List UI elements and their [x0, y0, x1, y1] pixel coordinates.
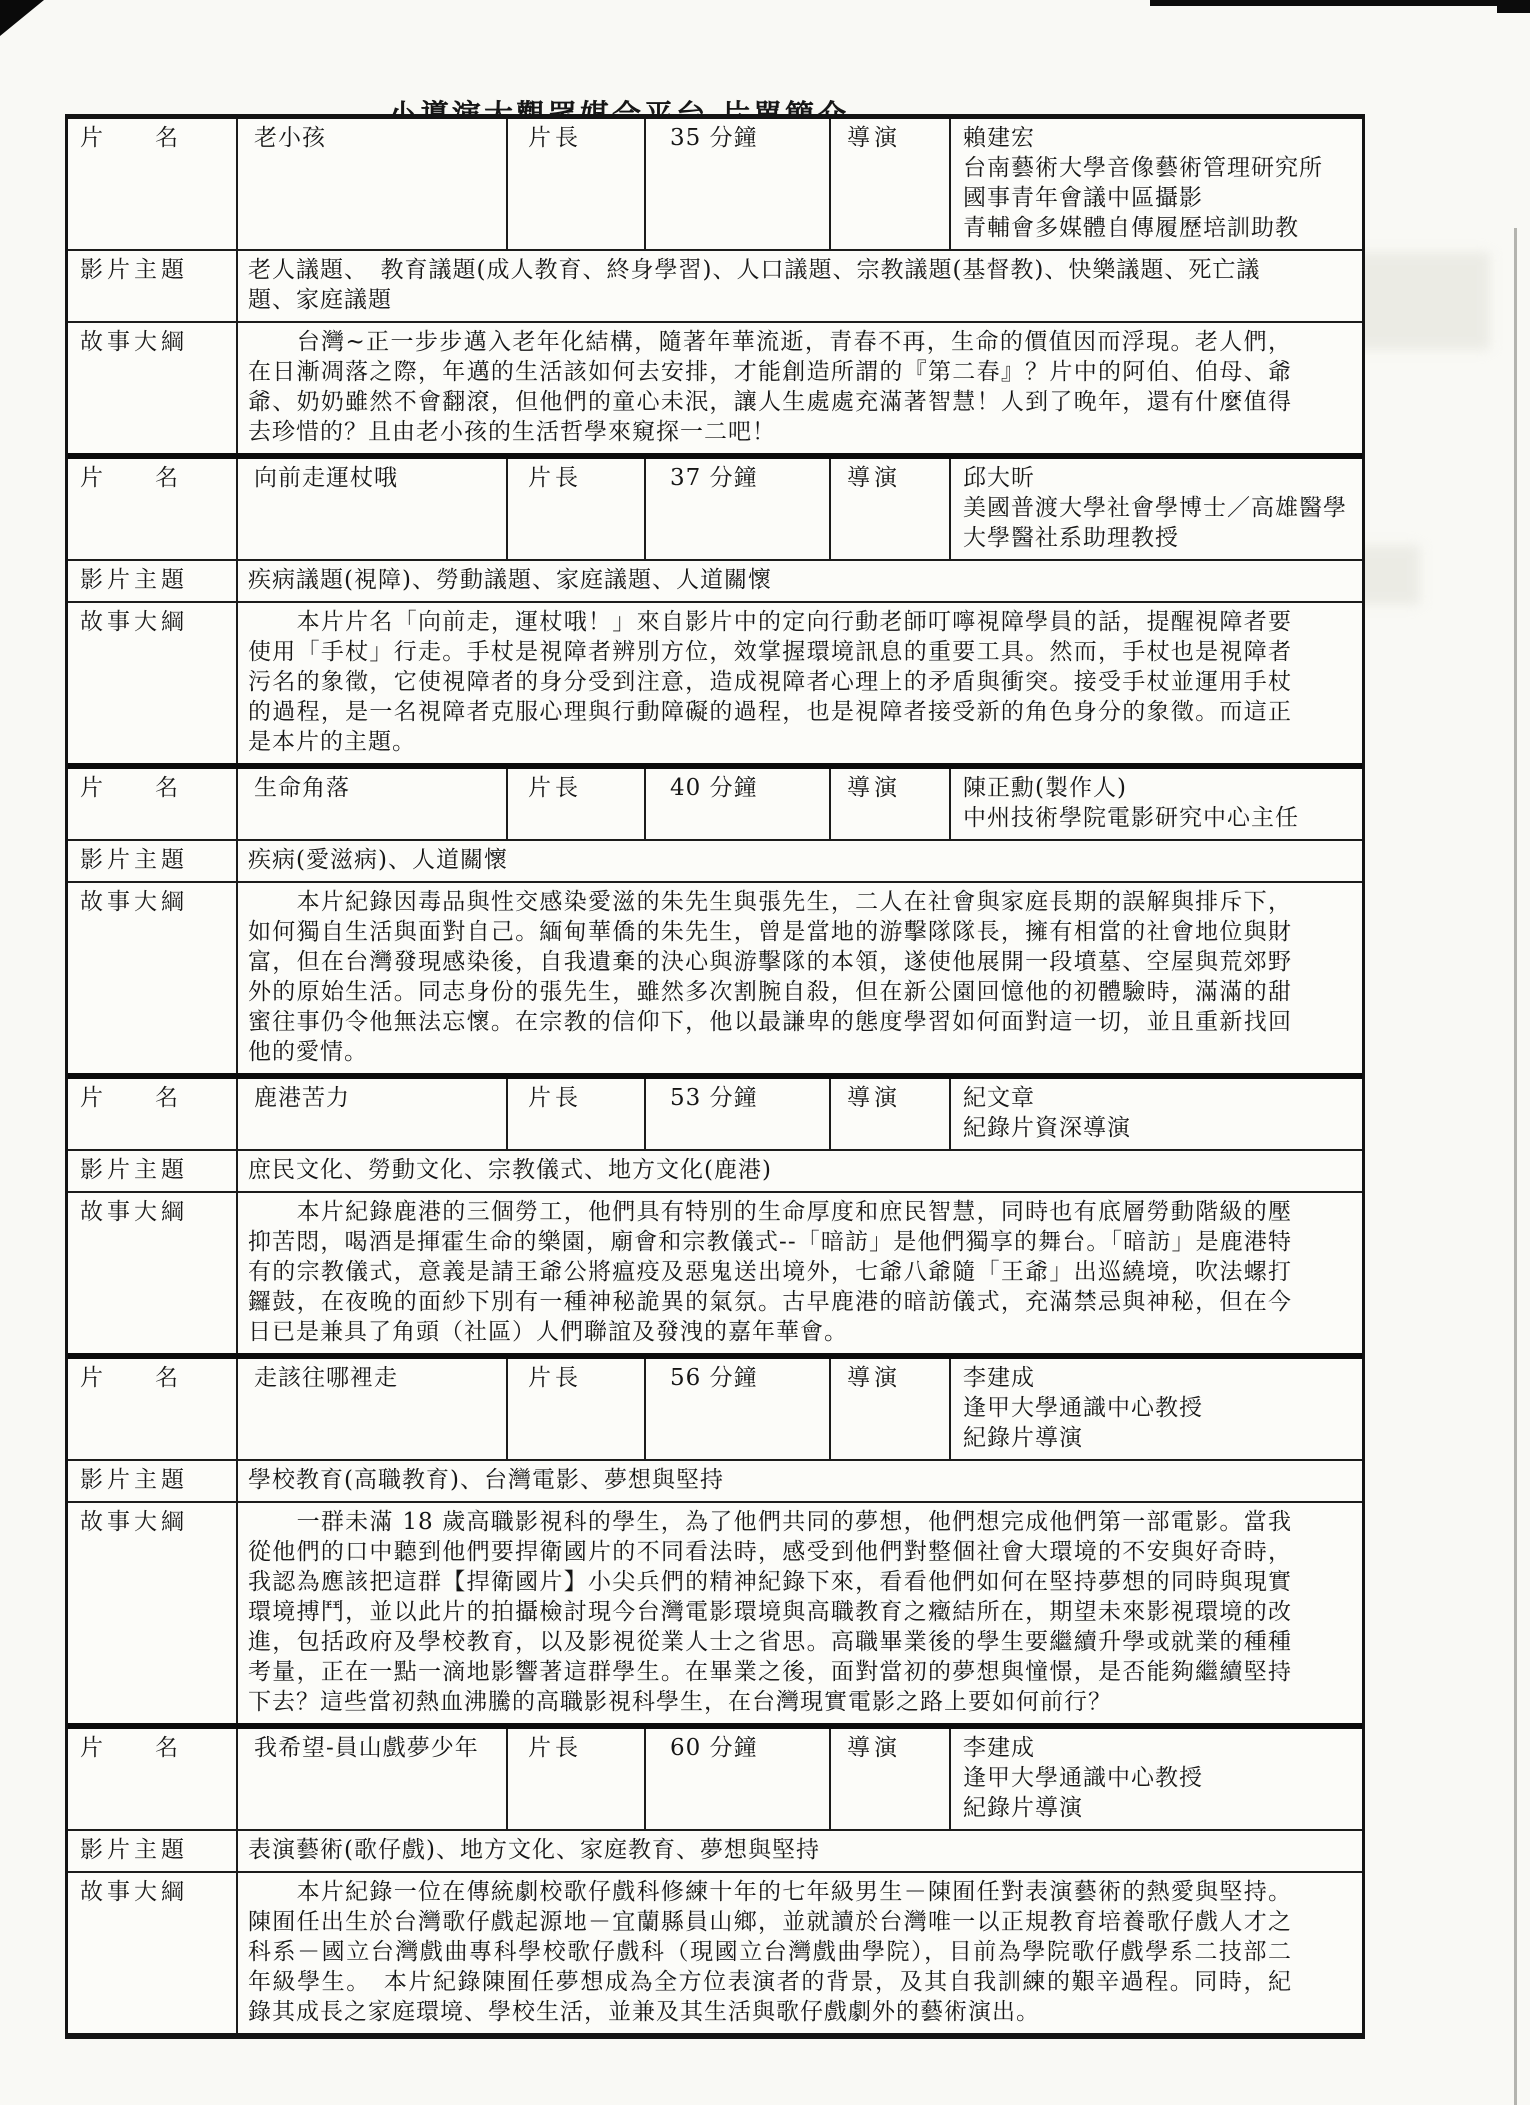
film-synopsis: 台灣~正一步步邁入老年化結構，隨著年華流逝，青春不再，生命的價值因而浮現。老人們，在日漸凋落之際，年邁的生活該如何去安排，才能創造所謂的『第二春』？片中的阿伯、伯母、爺爺、奶奶雖然不會翻滾，但他們的童心未泯，讓人生處處充滿著智慧！人到了晚年，還有什麼值得去珍惜的？且由老小孩的生活哲學來窺探一二吧！: [236, 323, 1362, 453]
director-line: 台南藝術大學音像藝術管理研究所: [963, 155, 1323, 181]
director-line: 紀錄片資深導演: [963, 1115, 1131, 1141]
film-director: [949, 769, 1362, 839]
film-duration: 40 分鐘: [644, 769, 829, 839]
field-label-film-name: 片 名: [80, 1365, 180, 1391]
director-line: 美國普渡大學社會學博士／高雄醫學大學醫社系助理教授: [963, 495, 1347, 551]
film-director: [949, 459, 1362, 559]
film-theme-row: [68, 1829, 1362, 1871]
film-synopsis: 本片紀錄鹿港的三個勞工，他們具有特別的生命厚度和庶民智慧，同時也有底層勞動階級的壓抑苦悶，喝酒是揮霍生命的樂園，廟會和宗教儀式--「暗訪」是他們獨享的舞台。「暗訪」是鹿港特有的宗教儀式，意義是請王爺公將瘟疫及惡鬼送出境外，七爺八爺隨「王爺」出巡繞境，吹法螺打鑼鼓，在夜晚的面紗下別有一種神秘詭異的氣氛。古早鹿港的暗訪儀式，充滿禁忌與神秘，但在今日已是兼具了角頭（社區）人們聯誼及發洩的嘉年華會。: [236, 1193, 1362, 1353]
film-theme: 表演藝術(歌仔戲)、地方文化、家庭教育、夢想與堅持: [236, 1831, 1362, 1871]
film-synopsis-row: [68, 1871, 1362, 2033]
field-label-director: 導演: [829, 769, 949, 839]
field-label-film-name: 片 名: [80, 465, 180, 491]
film-synopsis: 一群未滿 18 歲高職影視科的學生，為了他們共同的夢想，他們想完成他們第一部電影。當我從他們的口中聽到他們要捍衛國片的不同看法時，感受到他們對整個社會大環境的不安與好奇時，我認為應該把這群【捍衛國片】小尖兵們的精神紀錄下來，看看他們如何在堅持夢想的同時與現實環境搏鬥，並以此片的拍攝檢討現今台灣電影環境與高職教育之癥結所在，期望未來影視環境的改進，包括政府及學校教育，以及影視從業人士之省思。高職畢業後的學生要繼續升學或就業的種種考量，正在一點一滴地影響著這群學生。在畢業之後，面對當初的夢想與憧憬，是否能夠繼續堅持下去？這些當初熱血沸騰的高職影視科學生，在台灣現實電影之路上要如何前行？: [236, 1503, 1362, 1723]
film-synopsis: 本片紀錄一位在傳統劇校歌仔戲科修練十年的七年級男生－陳囿任對表演藝術的熱愛與堅持。陳囿任出生於台灣歌仔戲起源地－宜蘭縣員山鄉，並就讀於台灣唯一以正規教育培養歌仔戲人才之科系－國立台灣戲曲專科學校歌仔戲科（現國立台灣戲曲學院），目前為學院歌仔戲學系二技部二年級學生。 本片紀錄陳囿任夢想成為全方位表演者的背景，及其自我訓練的艱辛過程。同時，紀錄其成長之家庭環境、學校生活，並兼及其生活與歌仔戲劇外的藝術演出。: [236, 1873, 1362, 2033]
director-line: 紀錄片導演: [963, 1425, 1083, 1451]
film-header-row: [68, 459, 1362, 559]
field-label-theme: 影片主題: [80, 1467, 188, 1493]
film-theme: 疾病議題(視障)、勞動議題、家庭議題、人道關懷: [236, 561, 1362, 601]
film-theme-row: [68, 1459, 1362, 1501]
director-line: 逢甲大學通識中心教授: [963, 1765, 1203, 1791]
film-block-2: [68, 453, 1362, 763]
field-label-film-name: 片 名: [80, 1735, 180, 1761]
director-line: 青輔會多媒體自傳履歷培訓助教: [963, 215, 1299, 241]
film-synopsis: 本片紀錄因毒品與性交感染愛滋的朱先生與張先生，二人在社會與家庭長期的誤解與排斥下，如何獨自生活與面對自己。緬甸華僑的朱先生，曾是當地的游擊隊隊長，擁有相當的社會地位與財富，但在台灣發現感染後，自我遺棄的決心與游擊隊的本領，遂使他展開一段墳墓、空屋與荒郊野外的原始生活。同志身份的張先生，雖然多次割腕自殺，但在新公園回憶他的初體驗時，滿滿的甜蜜往事仍令他無法忘懷。在宗教的信仰下，他以最謙卑的態度學習如何面對這一切，並且重新找回他的愛情。: [236, 883, 1362, 1073]
field-label-length: 片長: [506, 769, 644, 839]
field-label-director: 導演: [829, 459, 949, 559]
film-title: 我希望-員山戲夢少年: [236, 1729, 506, 1829]
film-title: 生命角落: [236, 769, 506, 839]
film-header-row: [68, 1079, 1362, 1149]
film-block-3: [68, 763, 1362, 1073]
film-synopsis-row: [68, 881, 1362, 1073]
film-title: 老小孩: [236, 119, 506, 249]
film-director: [949, 119, 1362, 249]
film-header-row: [68, 769, 1362, 839]
film-title: 向前走運杖哦: [236, 459, 506, 559]
field-label-synopsis: 故事大綱: [80, 889, 188, 915]
film-synopsis-row: [68, 601, 1362, 763]
film-theme: 學校教育(高職教育)、台灣電影、夢想與堅持: [236, 1461, 1362, 1501]
scan-corner-fold-artifact: [0, 0, 44, 36]
film-theme-row: [68, 839, 1362, 881]
director-line: 賴建宏: [963, 125, 1035, 151]
film-title: 走該往哪裡走: [236, 1359, 506, 1459]
film-theme: 老人議題、 教育議題(成人教育、終身學習)、人口議題、宗教議題(基督教)、快樂議題、死亡議題、家庭議題: [236, 251, 1362, 321]
field-label-theme: 影片主題: [80, 847, 188, 873]
field-label-theme: 影片主題: [80, 1837, 188, 1863]
film-block-1: [68, 119, 1362, 453]
film-synopsis-row: [68, 1191, 1362, 1353]
film-duration: 37 分鐘: [644, 459, 829, 559]
field-label-synopsis: 故事大綱: [80, 1509, 188, 1535]
film-theme: 庶民文化、勞動文化、宗教儀式、地方文化(鹿港): [236, 1151, 1362, 1191]
field-label-synopsis: 故事大綱: [80, 609, 188, 635]
scan-top-right-mark-artifact: [1497, 0, 1530, 13]
film-block-4: [68, 1073, 1362, 1353]
field-label-length: 片長: [506, 1359, 644, 1459]
film-theme-row: [68, 559, 1362, 601]
field-label-synopsis: 故事大綱: [80, 329, 188, 355]
field-label-director: 導演: [829, 1729, 949, 1829]
director-line: 中州技術學院電影研究中心主任: [963, 805, 1299, 831]
film-theme-row: [68, 1149, 1362, 1191]
field-label-length: 片長: [506, 459, 644, 559]
film-title: 鹿港苦力: [236, 1079, 506, 1149]
field-label-theme: 影片主題: [80, 567, 188, 593]
field-label-film-name: 片 名: [80, 125, 180, 151]
film-theme-row: [68, 249, 1362, 321]
field-label-length: 片長: [506, 1079, 644, 1149]
director-line: 逢甲大學通識中心教授: [963, 1395, 1203, 1421]
field-label-film-name: 片 名: [80, 775, 180, 801]
director-line: 紀文章: [963, 1085, 1035, 1111]
film-director: [949, 1359, 1362, 1459]
field-label-length: 片長: [506, 1729, 644, 1829]
field-label-director: 導演: [829, 1079, 949, 1149]
field-label-theme: 影片主題: [80, 257, 188, 283]
field-label-theme: 影片主題: [80, 1157, 188, 1183]
film-synopsis-row: [68, 1501, 1362, 1723]
field-label-film-name: 片 名: [80, 1085, 180, 1111]
director-line: 紀錄片導演: [963, 1795, 1083, 1821]
film-header-row: [68, 119, 1362, 249]
film-duration: 56 分鐘: [644, 1359, 829, 1459]
field-label-synopsis: 故事大綱: [80, 1199, 188, 1225]
film-director: [949, 1079, 1362, 1149]
film-header-row: [68, 1359, 1362, 1459]
field-label-director: 導演: [829, 1359, 949, 1459]
film-synopsis-row: [68, 321, 1362, 453]
scan-right-edge-artifact: [1514, 228, 1517, 2105]
director-line: 陳正勳(製作人): [963, 775, 1127, 801]
film-duration: 60 分鐘: [644, 1729, 829, 1829]
field-label-synopsis: 故事大綱: [80, 1879, 188, 1905]
film-duration: 35 分鐘: [644, 119, 829, 249]
film-header-row: [68, 1729, 1362, 1829]
film-duration: 53 分鐘: [644, 1079, 829, 1149]
director-line: 邱大昕: [963, 465, 1035, 491]
film-synopsis: 本片片名「向前走，運杖哦！」來自影片中的定向行動老師叮嚀視障學員的話，提醒視障者要使用「手杖」行走。手杖是視障者辨別方位，效掌握環境訊息的重要工具。然而，手杖也是視障者污名的象徵，它使視障者的身分受到注意，造成視障者心理上的矛盾與衝突。接受手杖並運用手杖的過程，是一名視障者克服心理與行動障礙的過程，也是視障者接受新的角色身分的象徵。而這正是本片的主題。: [236, 603, 1362, 763]
field-label-length: 片長: [506, 119, 644, 249]
scan-top-edge-artifact: [1150, 0, 1530, 6]
film-block-6: [68, 1723, 1362, 2033]
film-theme: 疾病(愛滋病)、人道關懷: [236, 841, 1362, 881]
director-line: 李建成: [963, 1365, 1035, 1391]
film-director: [949, 1729, 1362, 1829]
field-label-director: 導演: [829, 119, 949, 249]
film-block-5: [68, 1353, 1362, 1723]
director-line: 李建成: [963, 1735, 1035, 1761]
director-line: 國事青年會議中區攝影: [963, 185, 1203, 211]
films-table: [65, 114, 1365, 2039]
